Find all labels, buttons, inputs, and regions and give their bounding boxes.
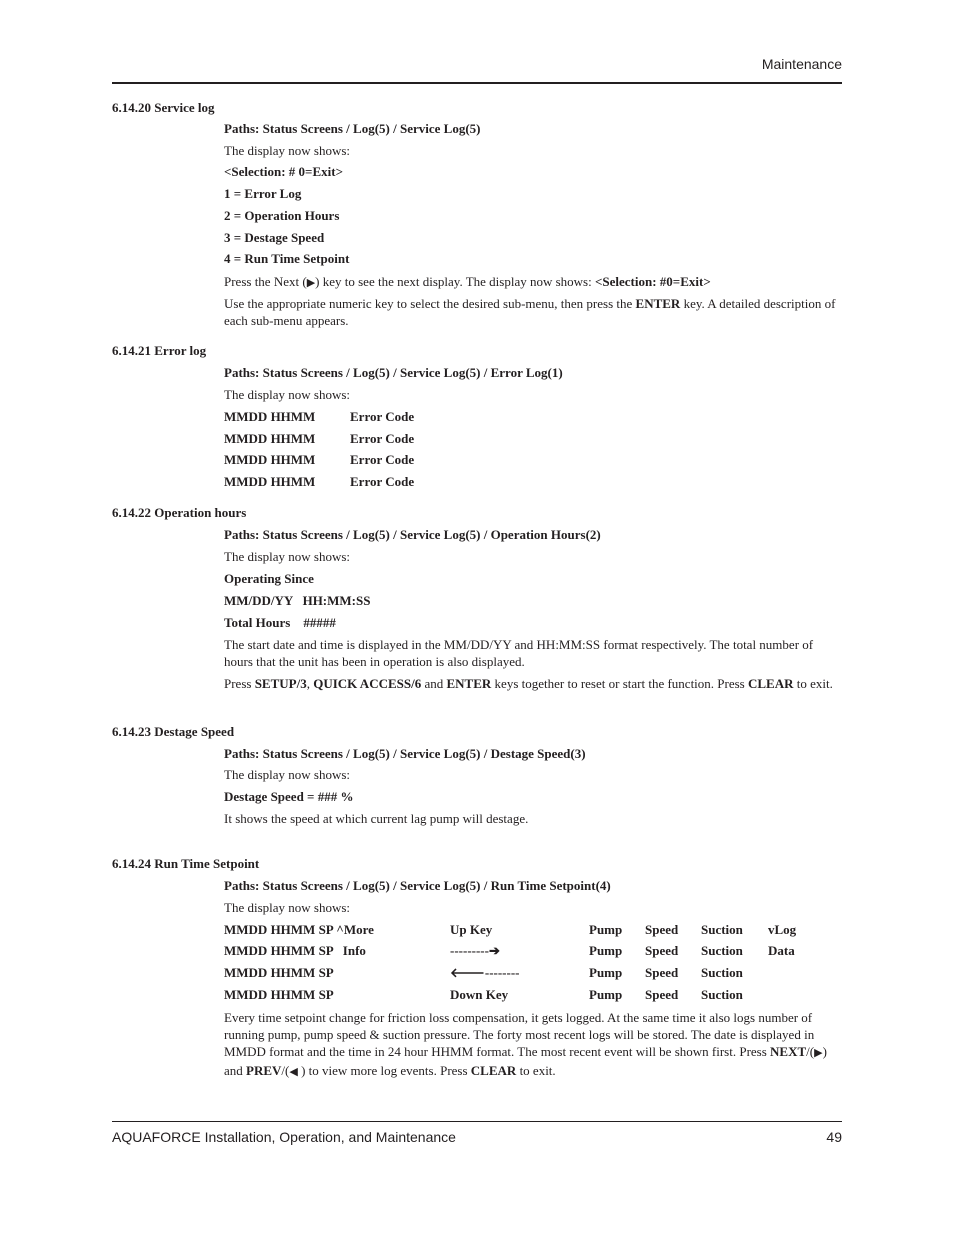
next-arrow-icon: ▶ <box>814 1047 823 1059</box>
menu-line: <Selection: # 0=Exit> <box>224 164 343 179</box>
section-heading-service-log: 6.14.20 Service log <box>112 100 215 115</box>
display-shows-text: The display now shows: <box>224 767 351 782</box>
display-line: Operating Since <box>224 571 314 586</box>
paragraph: It shows the speed at which current lag pump will destage. <box>224 811 529 826</box>
section-heading-operation-hours: 6.14.22 Operation hours <box>112 505 247 520</box>
display-row: MMDD HHMM SP 🡐-------- Pump Speed Suction <box>224 965 743 980</box>
section-heading-run-time-setpoint: 6.14.24 Run Time Setpoint <box>112 856 260 871</box>
paragraph: Press the Next (▶) key to see the next display. The display now shows: <Selection: #0=Exit> <box>224 274 711 289</box>
display-shows-text: The display now shows: <box>224 143 351 158</box>
display-line: Destage Speed = ### % <box>224 789 354 804</box>
paragraph: Use the appropriate numeric key to select the desired sub-menu, then press the ENTER key. A detailed description of each sub-menu appears. <box>224 296 836 328</box>
section-heading-destage-speed: 6.14.23 Destage Speed <box>112 724 235 739</box>
running-header: Maintenance <box>761 56 842 72</box>
path-line: Paths: Status Screens / Log(5) / Service Log(5) / Operation Hours(2) <box>224 527 601 542</box>
footer-title: AQUAFORCE Installation, Operation, and Maintenance <box>112 1129 456 1145</box>
menu-line: 2 = Operation Hours <box>224 208 340 223</box>
display-row: MMDD HHMM Error Code <box>224 452 415 467</box>
display-shows-text: The display now shows: <box>224 387 351 402</box>
display-line: MM/DD/YY HH:MM:SS <box>224 593 371 608</box>
paragraph: Every time setpoint change for friction loss compensation, it gets logged. At the same time it also logs number of running pump, pump speed & suction pressure. The forty most recent logs will be stored. The date is displayed in MMDD format and the time in 24 hour HHMM format. The most recent event will be shown first. Press NEXT/(▶) and PREV/(◀ ) to view more log events. Press CLEAR to exit. <box>224 1010 827 1078</box>
footer-rule <box>112 1121 842 1122</box>
path-line: Paths: Status Screens / Log(5) / Service Log(5) <box>224 121 481 136</box>
next-arrow-icon: ▶ <box>306 277 316 289</box>
display-shows-text: The display now shows: <box>224 549 351 564</box>
display-row: MMDD HHMM SP ^More Up Key Pump Speed Suction vLog <box>224 922 797 937</box>
page-number: 49 <box>826 1129 842 1145</box>
display-row: MMDD HHMM SP Down Key Pump Speed Suction <box>224 987 743 1002</box>
menu-line: 3 = Destage Speed <box>224 230 325 245</box>
display-row: MMDD HHMM Error Code <box>224 474 415 489</box>
display-row: MMDD HHMM Error Code <box>224 431 415 446</box>
paragraph: The start date and time is displayed in the MM/DD/YY and HH:MM:SS format respectively. The total number of hours that the unit has been in operation is also displayed. <box>224 637 814 669</box>
display-row: MMDD HHMM Error Code <box>224 409 415 424</box>
menu-line: 4 = Run Time Setpoint <box>224 251 350 266</box>
header-rule <box>112 82 842 84</box>
menu-line: 1 = Error Log <box>224 186 302 201</box>
section-heading-error-log: 6.14.21 Error log <box>112 343 207 358</box>
display-row: MMDD HHMM SP Info ---------➔ Pump Speed Suction Data <box>224 943 795 958</box>
paragraph: Press SETUP/3, QUICK ACCESS/6 and ENTER keys together to reset or start the function. Press CLEAR to exit. <box>224 676 833 691</box>
display-shows-text: The display now shows: <box>224 900 351 915</box>
left-arrow-icon: 🡐-------- <box>450 965 520 980</box>
prev-arrow-icon: ◀ <box>289 1066 298 1078</box>
path-line: Paths: Status Screens / Log(5) / Service Log(5) / Error Log(1) <box>224 365 563 380</box>
display-line: Total Hours ##### <box>224 615 336 630</box>
path-line: Paths: Status Screens / Log(5) / Service Log(5) / Run Time Setpoint(4) <box>224 878 611 893</box>
path-line: Paths: Status Screens / Log(5) / Service Log(5) / Destage Speed(3) <box>224 746 586 761</box>
right-arrow-icon: ---------➔ <box>450 943 500 958</box>
